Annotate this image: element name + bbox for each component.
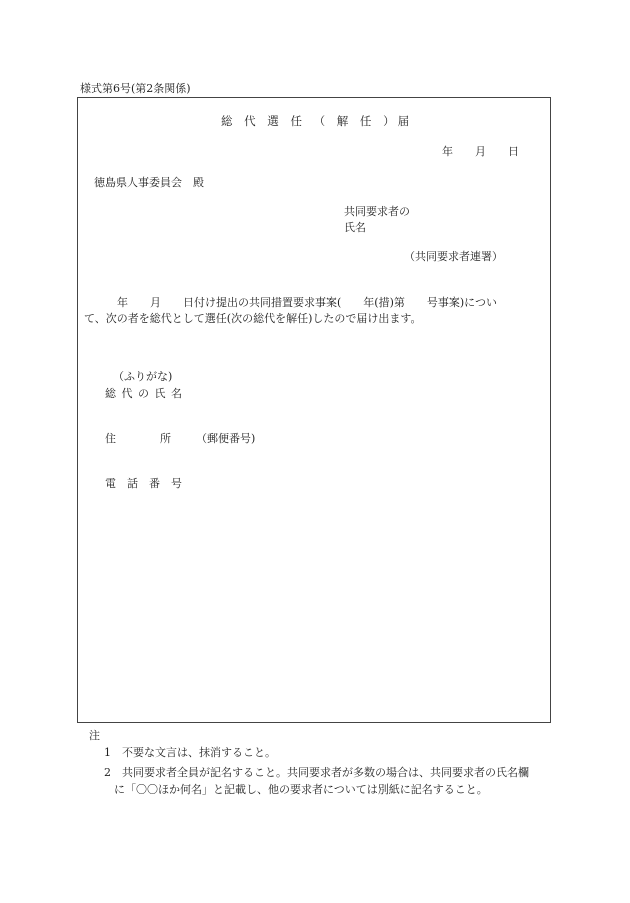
form-title: 総 代 選 任 （ 解 任 ）届 bbox=[221, 114, 413, 128]
note-item-1: 1 不要な文言は、抹消すること。 bbox=[104, 746, 276, 759]
notes-heading: 注 bbox=[89, 729, 100, 742]
cosign-note: （共同要求者連署） bbox=[404, 250, 503, 263]
postal-code-label: （郵便番号) bbox=[196, 432, 256, 445]
note-item-2: 2 共同要求者全員が記名すること。共同要求者が多数の場合は、共同要求者の氏名欄 bbox=[104, 766, 529, 779]
requester-name-label: 氏名 bbox=[344, 221, 366, 234]
furigana-label: （ふりがな) bbox=[113, 370, 173, 383]
body-text-line-1: 年 月 日付け提出の共同措置要求事案( 年(措)第 号事案)につい bbox=[84, 296, 497, 309]
date-line: 年 月 日 bbox=[442, 145, 519, 158]
form-frame bbox=[77, 97, 551, 723]
body-text-line-2: て、次の者を総代として選任(次の総代を解任)したので届け出ます。 bbox=[84, 312, 422, 325]
address-label: 住 所 bbox=[105, 432, 171, 445]
representative-name-label: 総 代 の 氏 名 bbox=[105, 387, 183, 400]
addressee: 徳島県人事委員会 殿 bbox=[94, 176, 204, 189]
requester-label: 共同要求者の bbox=[344, 205, 410, 218]
form-number-label: 様式第6号(第2条関係) bbox=[80, 82, 191, 95]
phone-number-label: 電 話 番 号 bbox=[105, 477, 182, 490]
note-item-2-continued: に「〇〇ほか何名」と記載し、他の要求者については別紙に記名すること。 bbox=[114, 783, 488, 796]
